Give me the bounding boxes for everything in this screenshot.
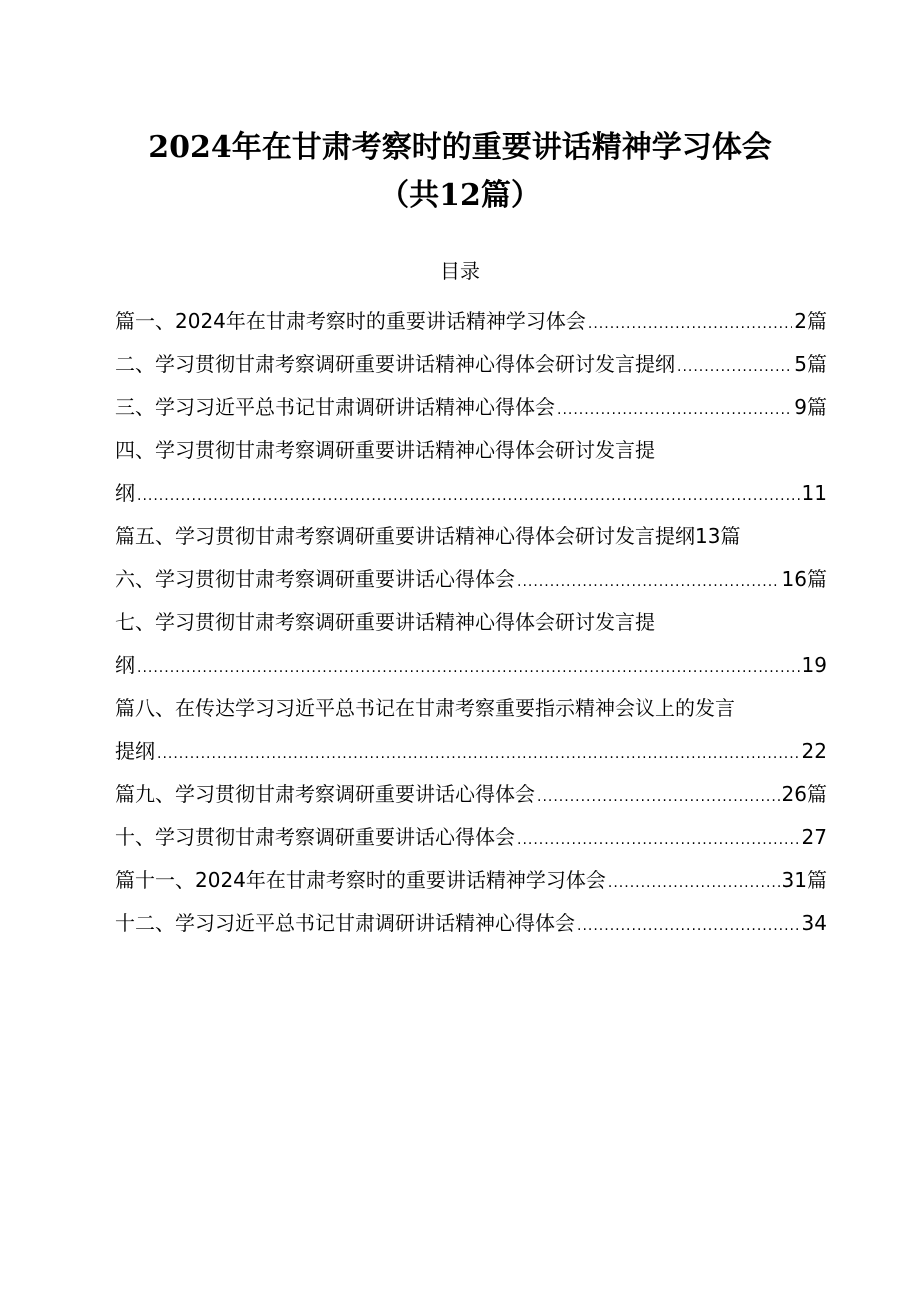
toc-entry-page: 27 (801, 825, 827, 849)
toc-entry-text: 提纲 (115, 739, 155, 763)
toc-entry-text: 六、学习贯彻甘肃考察调研重要讲话心得体会 (115, 567, 515, 591)
toc-entry-page: 2篇 (794, 309, 827, 333)
toc-entry-text: 三、学习习近平总书记甘肃调研讲话精神心得体会 (115, 395, 555, 419)
toc-leader-dots (537, 782, 780, 812)
toc-leader-dots (557, 395, 792, 425)
document-subtitle: （共12篇） (379, 178, 541, 213)
toc-entry-page: 31篇 (781, 868, 827, 892)
toc-entry-text: 十二、学习习近平总书记甘肃调研讲话精神心得体会 (115, 911, 575, 935)
toc-leader-dots (137, 481, 800, 511)
toc-entry-9[interactable] (115, 779, 827, 809)
toc-entry-text: 篇十一、2024年在甘肃考察时的重要讲话精神学习体会 (115, 868, 606, 892)
toc-entry-text: 篇五、学习贯彻甘肃考察调研重要讲话精神心得体会研讨发言提纲 (115, 524, 695, 548)
toc-entry-page: 9篇 (794, 395, 827, 419)
toc-leader-dots (517, 825, 800, 855)
toc-entry-4-line1[interactable]: 四、学习贯彻甘肃考察调研重要讲话精神心得体会研讨发言提 (115, 438, 655, 462)
document-title: 2024年在甘肃考察时的重要讲话精神学习体会 (148, 130, 772, 165)
toc-entry-text: 十、学习贯彻甘肃考察调研重要讲话心得体会 (115, 825, 515, 849)
toc-entry-4[interactable] (115, 478, 827, 508)
toc-entry-text: 篇一、2024年在甘肃考察时的重要讲话精神学习体会 (115, 309, 586, 333)
toc-entry-6[interactable] (115, 564, 827, 594)
toc-entry-page: 34 (801, 911, 827, 935)
toc-leader-dots (577, 911, 800, 941)
toc-entry-text: 篇九、学习贯彻甘肃考察调研重要讲话心得体会 (115, 782, 535, 806)
toc-entry-11[interactable] (115, 865, 827, 895)
toc-entry-7-line1[interactable]: 七、学习贯彻甘肃考察调研重要讲话精神心得体会研讨发言提 (115, 610, 655, 634)
toc-leader-dots (608, 868, 780, 898)
toc-leader-dots (137, 653, 800, 683)
toc-heading: 目录 (440, 259, 480, 283)
toc-entry-page: 5篇 (794, 352, 827, 376)
toc-entry-12[interactable] (115, 908, 827, 938)
toc-entry-7[interactable] (115, 650, 827, 680)
toc-entry-5[interactable] (115, 521, 827, 551)
toc-entry-text: 纲 (115, 481, 135, 505)
toc-entry-8[interactable] (115, 736, 827, 766)
toc-leader-dots (517, 567, 780, 597)
toc-entry-page: 11 (801, 481, 827, 505)
toc-entry-text: 纲 (115, 653, 135, 677)
toc-entry-page: 19 (801, 653, 827, 677)
toc-entry-8-line1[interactable]: 篇八、在传达学习习近平总书记在甘肃考察重要指示精神会议上的发言 (115, 696, 735, 720)
toc-leader-dots (588, 309, 792, 339)
toc-entry-10[interactable] (115, 822, 827, 852)
toc-entry-1[interactable] (115, 306, 827, 336)
toc-leader-dots (157, 739, 800, 769)
toc-entry-page: 13篇 (695, 524, 741, 548)
toc-leader-dots (677, 352, 792, 382)
toc-entry-page: 22 (801, 739, 827, 763)
toc-entry-page: 26篇 (781, 782, 827, 806)
toc-entry-3[interactable] (115, 392, 827, 422)
toc-entry-text: 二、学习贯彻甘肃考察调研重要讲话精神心得体会研讨发言提纲 (115, 352, 675, 376)
toc-entry-page: 16篇 (781, 567, 827, 591)
toc-entry-2[interactable] (115, 349, 827, 379)
